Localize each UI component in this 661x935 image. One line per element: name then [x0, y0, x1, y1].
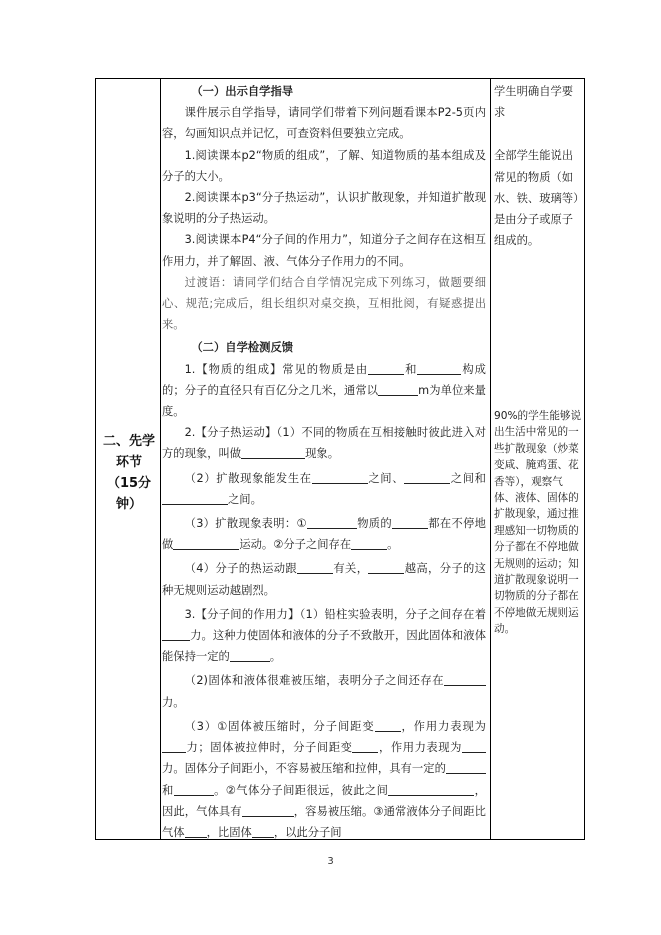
objective-1: 学生明确自学要求 [494, 85, 574, 120]
answer-blank[interactable] [392, 515, 428, 529]
page-number: 3 [327, 856, 334, 867]
answer-blank[interactable] [307, 515, 357, 529]
answer-blank[interactable] [446, 760, 486, 774]
answer-blank[interactable] [312, 470, 368, 484]
answer-blank[interactable] [404, 470, 450, 484]
answer-blank[interactable] [241, 445, 305, 459]
question-3-3: （3）①固体被压缩时，分子间距变 ，作用力表现为力；固体被拉伸时，分子间距变 ，作用力表现为力。固体分子间距小，不容易被压缩和拉伸，具有一定的和 。②气体分子间距很远，彼此之间 ，因此，气体具有 ，容易被压缩。③通常液体分子间距比气体 ，比固体 ，以此分子间 [162, 719, 486, 839]
answer-blank[interactable] [417, 361, 461, 375]
answer-blank[interactable] [352, 739, 378, 753]
answer-blank[interactable] [185, 824, 207, 838]
answer-blank[interactable] [242, 803, 294, 817]
objective-cell [494, 81, 582, 636]
answer-blank[interactable] [388, 782, 474, 796]
section-cell [96, 79, 160, 839]
answer-blank[interactable] [351, 536, 387, 550]
answer-blank[interactable] [252, 824, 274, 838]
section-label: 二、先学环节（15分钟） [102, 434, 155, 512]
part1-intro: 课件展示自学指导，请同学们带着下列问题看课本P2-5页内容，勾画知识点并记忆，可查资料但要独立完成。 [162, 106, 486, 141]
objective-3: 90%的学生能够说出生活中常见的一些扩散现象（炒菜变咸、腌鸡蛋、花香等），观察气体、液体、固体的扩散现象，通过推理感知一切物质的分子都在不停地做无规则的运动；知道扩散现象说明一切物质的分子都在不停地做无规则运动。 [494, 410, 582, 636]
answer-blank[interactable] [230, 648, 270, 662]
column-divider-2 [490, 79, 491, 839]
transition-text: 过渡语：请同学们结合自学情况完成下列练习，做题要细心、规范;完成后，组长组织对桌交换，互相批阅，有疑惑提出来。 [162, 275, 486, 332]
guide-item-3: 3.阅读课本P4“分子间的作用力”，知道分子之间存在这相互作用力，并了解固、液、气体分子作用力的不同。 [162, 233, 486, 268]
guide-item-1: 1.阅读课本p2“物质的组成”，了解、知道物质的基本组成及分子的大小。 [162, 148, 486, 183]
question-2-4: （4）分子的热运动跟 有关， 越高，分子的这种无规则运动越剧烈。 [162, 562, 486, 597]
question-3-1: 3.【分子间的作用力】（1）铅柱实验表明，分子之间存在着力。这种力使固体和液体的分子不致散开，因此固体和液体能保持一定的 。 [162, 607, 486, 664]
question-3-2: （2)固体和液体很难被压缩，表明分子之间还存在力。 [162, 670, 486, 712]
question-2-1: 2.【分子热运动】（1）不同的物质在互相接触时彼此进入对方的现象，叫做 现象。 [162, 426, 486, 461]
answer-blank[interactable] [368, 560, 404, 574]
question-2-2: （2）扩散现象能发生在 之间、 之间和之间。 [162, 468, 486, 510]
answer-blank[interactable] [174, 782, 214, 796]
answer-blank[interactable] [368, 361, 404, 375]
content-cell [162, 81, 486, 843]
guide-item-2: 2.阅读课本p3“分子热运动”，认识扩散现象，并知道扩散现象说明的分子热运动。 [162, 191, 486, 226]
answer-blank[interactable] [444, 672, 486, 686]
answer-blank[interactable] [378, 382, 418, 396]
lesson-table [95, 78, 585, 840]
answer-blank[interactable] [162, 627, 190, 641]
answer-blank[interactable] [162, 739, 186, 753]
column-divider-1 [160, 79, 161, 839]
answer-blank[interactable] [462, 739, 486, 753]
part2-title: （二）自学检测反馈 [191, 341, 294, 355]
objective-2: 全部学生能说出常见的物质（如水、铁、玻璃等）是由分子或原子组成的。 [494, 149, 579, 248]
answer-blank[interactable] [375, 718, 401, 732]
question-1: 1.【物质的组成】常见的物质是由 和 构成的；分子的直径只有百亿分之几米，通常以 m为单位来量度。 [162, 362, 486, 419]
part1-title: （一）出示自学指导 [191, 85, 294, 98]
answer-blank[interactable] [173, 536, 239, 550]
question-2-3: （3）扩散现象表明：① 物质的 都在不停地做 运动。②分子之间存在 。 [162, 517, 486, 552]
answer-blank[interactable] [297, 560, 333, 574]
answer-blank[interactable] [162, 491, 228, 505]
